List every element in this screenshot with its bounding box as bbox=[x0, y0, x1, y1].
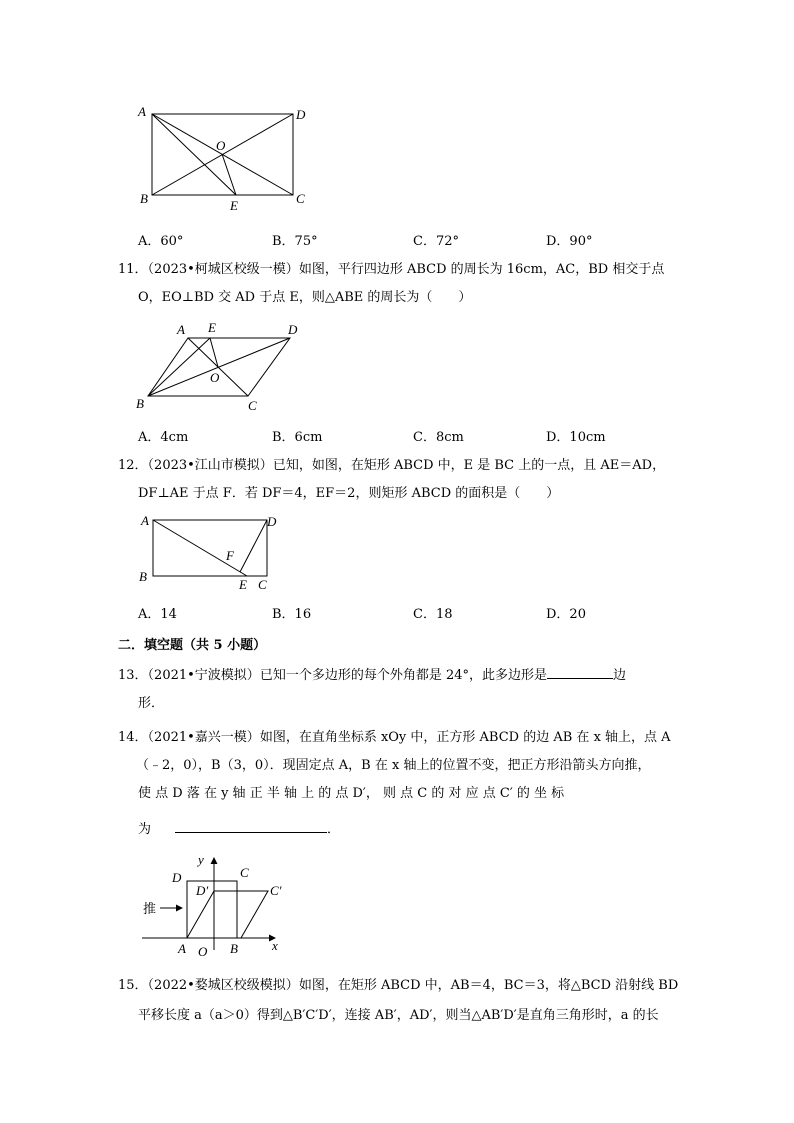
q12-choice-c: C．18 bbox=[413, 607, 453, 622]
q14-text-3: 使 点 D 落 在 y 轴 正 半 轴 上 的 点 D′， 则 点 C 的 对 应 点 C′ 的 坐 标 bbox=[138, 786, 565, 801]
label-c: C bbox=[240, 865, 249, 880]
q12-source: （2023•江山市模拟） bbox=[147, 458, 273, 473]
label-b: B bbox=[139, 569, 147, 584]
q11-choice-c: C．8cm bbox=[413, 430, 464, 445]
label-x: x bbox=[272, 938, 278, 953]
q15-text-1: 如图，在矩形 ABCD 中，AB＝4，BC＝3，将△BCD 沿射线 BD bbox=[298, 978, 679, 993]
label-a: A bbox=[177, 322, 185, 337]
label-e: E bbox=[230, 198, 238, 213]
figure-q11-parallelogram bbox=[130, 318, 310, 414]
q11-choice-b: B．6cm bbox=[272, 430, 323, 445]
label-d: D bbox=[172, 870, 182, 885]
figure-q10-rectangle bbox=[130, 100, 320, 218]
label-d: D bbox=[288, 322, 298, 337]
label-o: O bbox=[198, 944, 208, 959]
q11-choice-a: A．4cm bbox=[138, 430, 189, 445]
figure-q12-rectangle bbox=[130, 510, 290, 596]
q14-text-1: 如图，在直角坐标系 xOy 中，正方形 ABCD 的边 AB 在 x 轴上，点 A bbox=[259, 730, 671, 745]
q10-choice-c: C．72° bbox=[413, 234, 459, 249]
pushed-shape bbox=[187, 891, 268, 938]
q14-number: 14． bbox=[118, 730, 148, 745]
q12-line-2 bbox=[138, 484, 559, 504]
label-d-prime: D′ bbox=[196, 883, 209, 898]
q13-answer-blank[interactable] bbox=[547, 664, 613, 679]
q13-source: （2021•宁波模拟） bbox=[147, 668, 260, 683]
q14-text-2: （﹣2，0），B（3，0）．现固定点 A，B 在 x 轴上的位置不变，把正方形沿箭头方向推， bbox=[136, 758, 651, 773]
label-c: C bbox=[248, 398, 257, 413]
segment-df bbox=[240, 520, 267, 572]
q15-line-2 bbox=[138, 1006, 659, 1026]
q11-choice-d: D．10cm bbox=[546, 430, 606, 445]
label-e: E bbox=[208, 320, 216, 335]
q14-line-3 bbox=[138, 784, 564, 804]
q13-line-1 bbox=[118, 664, 626, 686]
label-e: E bbox=[239, 577, 247, 592]
label-d: D bbox=[267, 514, 277, 529]
label-a: A bbox=[178, 941, 186, 956]
q12-text-2: DF⊥AE 于点 F．若 DF＝4，EF＝2，则矩形 ABCD 的面积是（ ） bbox=[138, 486, 560, 501]
label-c: C bbox=[296, 191, 305, 206]
figure-q10-svg bbox=[130, 100, 320, 218]
q13-line-2 bbox=[138, 694, 164, 714]
q12-number: 12． bbox=[118, 458, 148, 473]
q13-text-after: 边 bbox=[613, 668, 627, 683]
q11-text-2: O，EO⊥BD 交 AD 于点 E，则△ABE 的周长为（ ） bbox=[138, 290, 472, 305]
segment-be bbox=[148, 338, 210, 396]
q11-source: （2023•柯城区校级一模） bbox=[147, 262, 299, 277]
label-f: F bbox=[226, 548, 234, 563]
q14-line-4 bbox=[138, 818, 340, 840]
q15-text-2: 平移长度 a（a＞0）得到△B′C′D′，连接 AB′，AD′，则当△AB′D′是直角三角形时，a 的长 bbox=[138, 1008, 659, 1023]
label-o: O bbox=[210, 370, 220, 385]
label-y: y bbox=[198, 852, 204, 867]
label-a: A bbox=[141, 513, 149, 528]
q15-line-1 bbox=[118, 976, 678, 996]
label-d: D bbox=[296, 107, 306, 122]
label-o: O bbox=[216, 138, 226, 153]
q14-source: （2021•嘉兴一模） bbox=[147, 730, 260, 745]
label-b: B bbox=[230, 941, 238, 956]
q11-number: 11． bbox=[118, 262, 148, 277]
q10-choice-b: B．75° bbox=[272, 234, 318, 249]
q10-choice-a: A．60° bbox=[138, 234, 184, 249]
q11-text-1: 如图，平行四边形 ABCD 的周长为 16cm，AC，BD 相交于点 bbox=[298, 262, 665, 277]
q14-text-4: 为 bbox=[138, 822, 152, 837]
q13-text-1: 已知一个多边形的每个外角都是 24°，此多边形是 bbox=[259, 668, 547, 683]
rect-abcd bbox=[153, 520, 267, 576]
q14-text-after: ． bbox=[327, 822, 341, 837]
figure-q12-svg bbox=[130, 510, 290, 596]
label-b: B bbox=[140, 191, 148, 206]
q12-choice-b: B．16 bbox=[272, 607, 312, 622]
figure-q14-svg bbox=[130, 850, 290, 960]
label-c-prime: C′ bbox=[270, 883, 282, 898]
q14-line-2 bbox=[136, 756, 650, 776]
q11-line-1 bbox=[118, 260, 664, 280]
q12-text-1: 已知，如图，在矩形 ABCD 中，E 是 BC 上的一点，且 AE＝AD， bbox=[272, 458, 666, 473]
label-a: A bbox=[138, 104, 146, 119]
q13-number: 13． bbox=[118, 668, 148, 683]
square-abcd bbox=[187, 881, 237, 938]
label-push: 推 bbox=[143, 901, 157, 916]
q15-number: 15． bbox=[118, 978, 148, 993]
label-c: C bbox=[258, 577, 267, 592]
q12-line-1 bbox=[118, 456, 665, 476]
section-2-heading: 二．填空题（共 5 小题） bbox=[118, 638, 267, 653]
figure-q11-svg bbox=[130, 318, 310, 414]
q12-choice-d: D．20 bbox=[546, 607, 586, 622]
label-b: B bbox=[136, 396, 144, 411]
q14-line-1 bbox=[118, 728, 671, 748]
q11-line-2 bbox=[138, 288, 471, 308]
q14-answer-blank[interactable] bbox=[175, 818, 327, 833]
q10-choice-d: D．90° bbox=[546, 234, 593, 249]
figure-q14-coordinate bbox=[130, 850, 290, 960]
q13-text-2: 形． bbox=[138, 696, 165, 711]
q15-source: （2022•婺城区校级模拟） bbox=[147, 978, 299, 993]
q12-choice-a: A．14 bbox=[138, 607, 177, 622]
